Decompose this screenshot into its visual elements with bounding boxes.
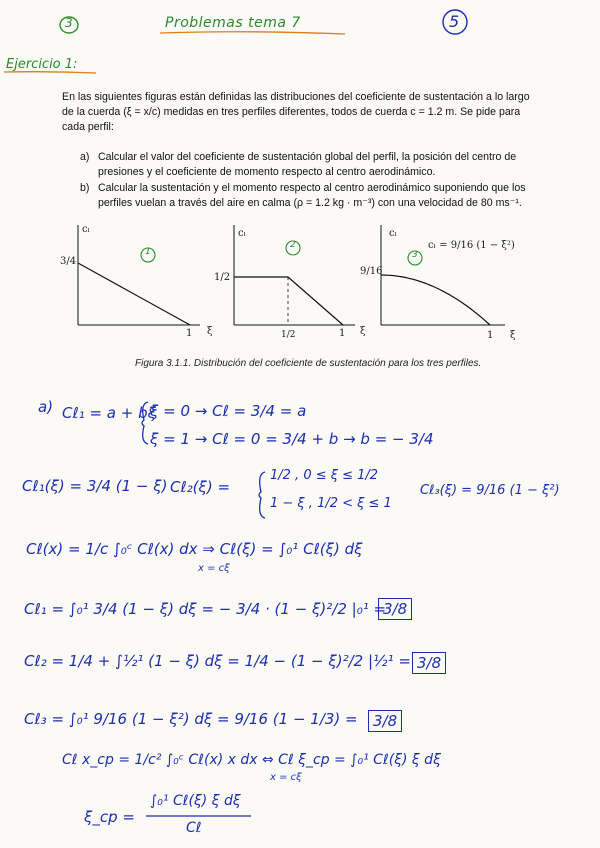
fig2-x-axis: ξ	[360, 326, 366, 337]
work-line2e: Cℓ₃(ξ) = 9/16 (1 − ξ²)	[420, 483, 560, 498]
fig3-formula: cₗ = 9/16 (1 − ξ²)	[428, 240, 515, 251]
fig1-y-tick: 3/4	[60, 256, 77, 267]
fig3-y-axis: cₗ	[389, 228, 398, 239]
work-line1c: ξ = 1 → Cℓ = 0 = 3/4 + b → b = − 3/4	[150, 430, 434, 448]
work-line6: Cℓ₃ = ∫₀¹ 9/16 (1 − ξ²) dξ = 9/16 (1 − 1/3) =	[24, 710, 358, 728]
work-line2c: 1/2 , 0 ≤ ξ ≤ 1/2	[270, 468, 379, 483]
fig2-y-axis: cₗ	[238, 228, 247, 239]
fig1-line	[78, 263, 190, 325]
work-line8-denominator: Cℓ	[186, 820, 202, 836]
header-circle-right: 5	[449, 12, 460, 31]
fig1-y-axis: cₗ	[82, 224, 91, 235]
statement-line2: de la cuerda (ξ = x/c) medidas en tres perfiles diferentes, todos de cuerda c = 1.2 m. Se pide para	[62, 106, 521, 118]
fig1-x-tick: 1	[186, 328, 193, 339]
figures-canvas	[0, 215, 600, 365]
work-line5: Cℓ₂ = 1/4 + ∫½¹ (1 − ξ) dξ = 1/4 − (1 − ξ)²/2 |½¹ =	[24, 652, 411, 670]
item-a-label: a)	[80, 151, 90, 163]
fig1-circle: 1	[145, 247, 151, 257]
work-line3-sub: x = cξ	[198, 563, 230, 574]
header-title: Problemas tema 7	[165, 15, 301, 31]
fig2-circle: 2	[290, 240, 296, 250]
item-b-label: b)	[80, 182, 90, 194]
work-line7-sub: x = cξ	[270, 772, 302, 783]
fig2-x-tick-mid: 1/2	[281, 330, 296, 340]
item-a-line1: Calcular el valor del coeficiente de sustentación global del perfil, la posición del centro de	[98, 151, 517, 163]
work-line5-result: 3/8	[412, 652, 446, 674]
fig2-line-slope	[288, 277, 343, 325]
statement-line1: En las siguientes figuras están definidas las distribuciones del coeficiente de sustentación a lo largo	[62, 91, 530, 103]
work-a-label: a)	[38, 398, 54, 416]
figure-1	[78, 225, 200, 325]
work-line1: Cℓ₁ = a + bξ	[62, 404, 156, 422]
item-b-line1: Calcular la sustentación y el momento respecto al centro aerodinámico suponiendo que los	[98, 182, 526, 194]
fig3-x-tick: 1	[487, 330, 494, 341]
work-line2a: Cℓ₁(ξ) = 3/4 (1 − ξ)	[22, 477, 168, 495]
item-b-line2: perfiles vuelan a través del aire en calma (ρ = 1.2 kg · m⁻³) con una velocidad de 80 ms⁻¹.	[98, 197, 522, 209]
fig3-curve	[381, 275, 490, 325]
work-line3: Cℓ(x) = 1/c ∫₀ᶜ Cℓ(x) dx ⇒ Cℓ(ξ) = ∫₀¹ Cℓ(ξ) dξ	[26, 540, 363, 558]
work-line2b: Cℓ₂(ξ) =	[170, 478, 231, 496]
figure-caption: Figura 3.1.1. Distribución del coeficiente de sustentación para los tres perfiles.	[135, 358, 482, 369]
work-line8-label: ξ_cp =	[84, 808, 135, 826]
fig2-x-tick: 1	[339, 328, 346, 339]
brace-1	[138, 400, 150, 446]
item-a-line2: presiones y el coeficiente de momento respecto al centro aerodinámico.	[98, 166, 436, 178]
brace-2	[255, 470, 267, 520]
work-line6-result: 3/8	[368, 710, 402, 732]
statement-line3: cada perfil:	[62, 121, 114, 133]
work-line4-result: 3/8	[378, 598, 412, 620]
work-line8-numerator: ∫₀¹ Cℓ(ξ) ξ dξ	[150, 793, 241, 809]
fraction-bar	[146, 814, 256, 818]
work-line1b: ξ = 0 → Cℓ = 3/4 = a	[150, 402, 307, 420]
fig1-x-axis: ξ	[207, 326, 213, 337]
fig3-y-tick: 9/16	[360, 266, 383, 277]
fig3-x-axis: ξ	[510, 330, 516, 341]
exercise-heading: Ejercicio 1:	[6, 57, 78, 72]
fig2-y-tick: 1/2	[214, 272, 231, 283]
work-line2d: 1 − ξ , 1/2 < ξ ≤ 1	[270, 496, 392, 511]
fig3-circle: 3	[412, 250, 418, 260]
work-line4: Cℓ₁ = ∫₀¹ 3/4 (1 − ξ) dξ = − 3/4 · (1 − ξ)²/2 |₀¹ =	[24, 600, 387, 618]
work-line7: Cℓ x_cp = 1/c² ∫₀ᶜ Cℓ(x) x dx ⇔ Cℓ ξ_cp = ∫₀¹ Cℓ(ξ) ξ dξ	[62, 752, 441, 768]
header-circle-left: 3	[65, 16, 73, 30]
